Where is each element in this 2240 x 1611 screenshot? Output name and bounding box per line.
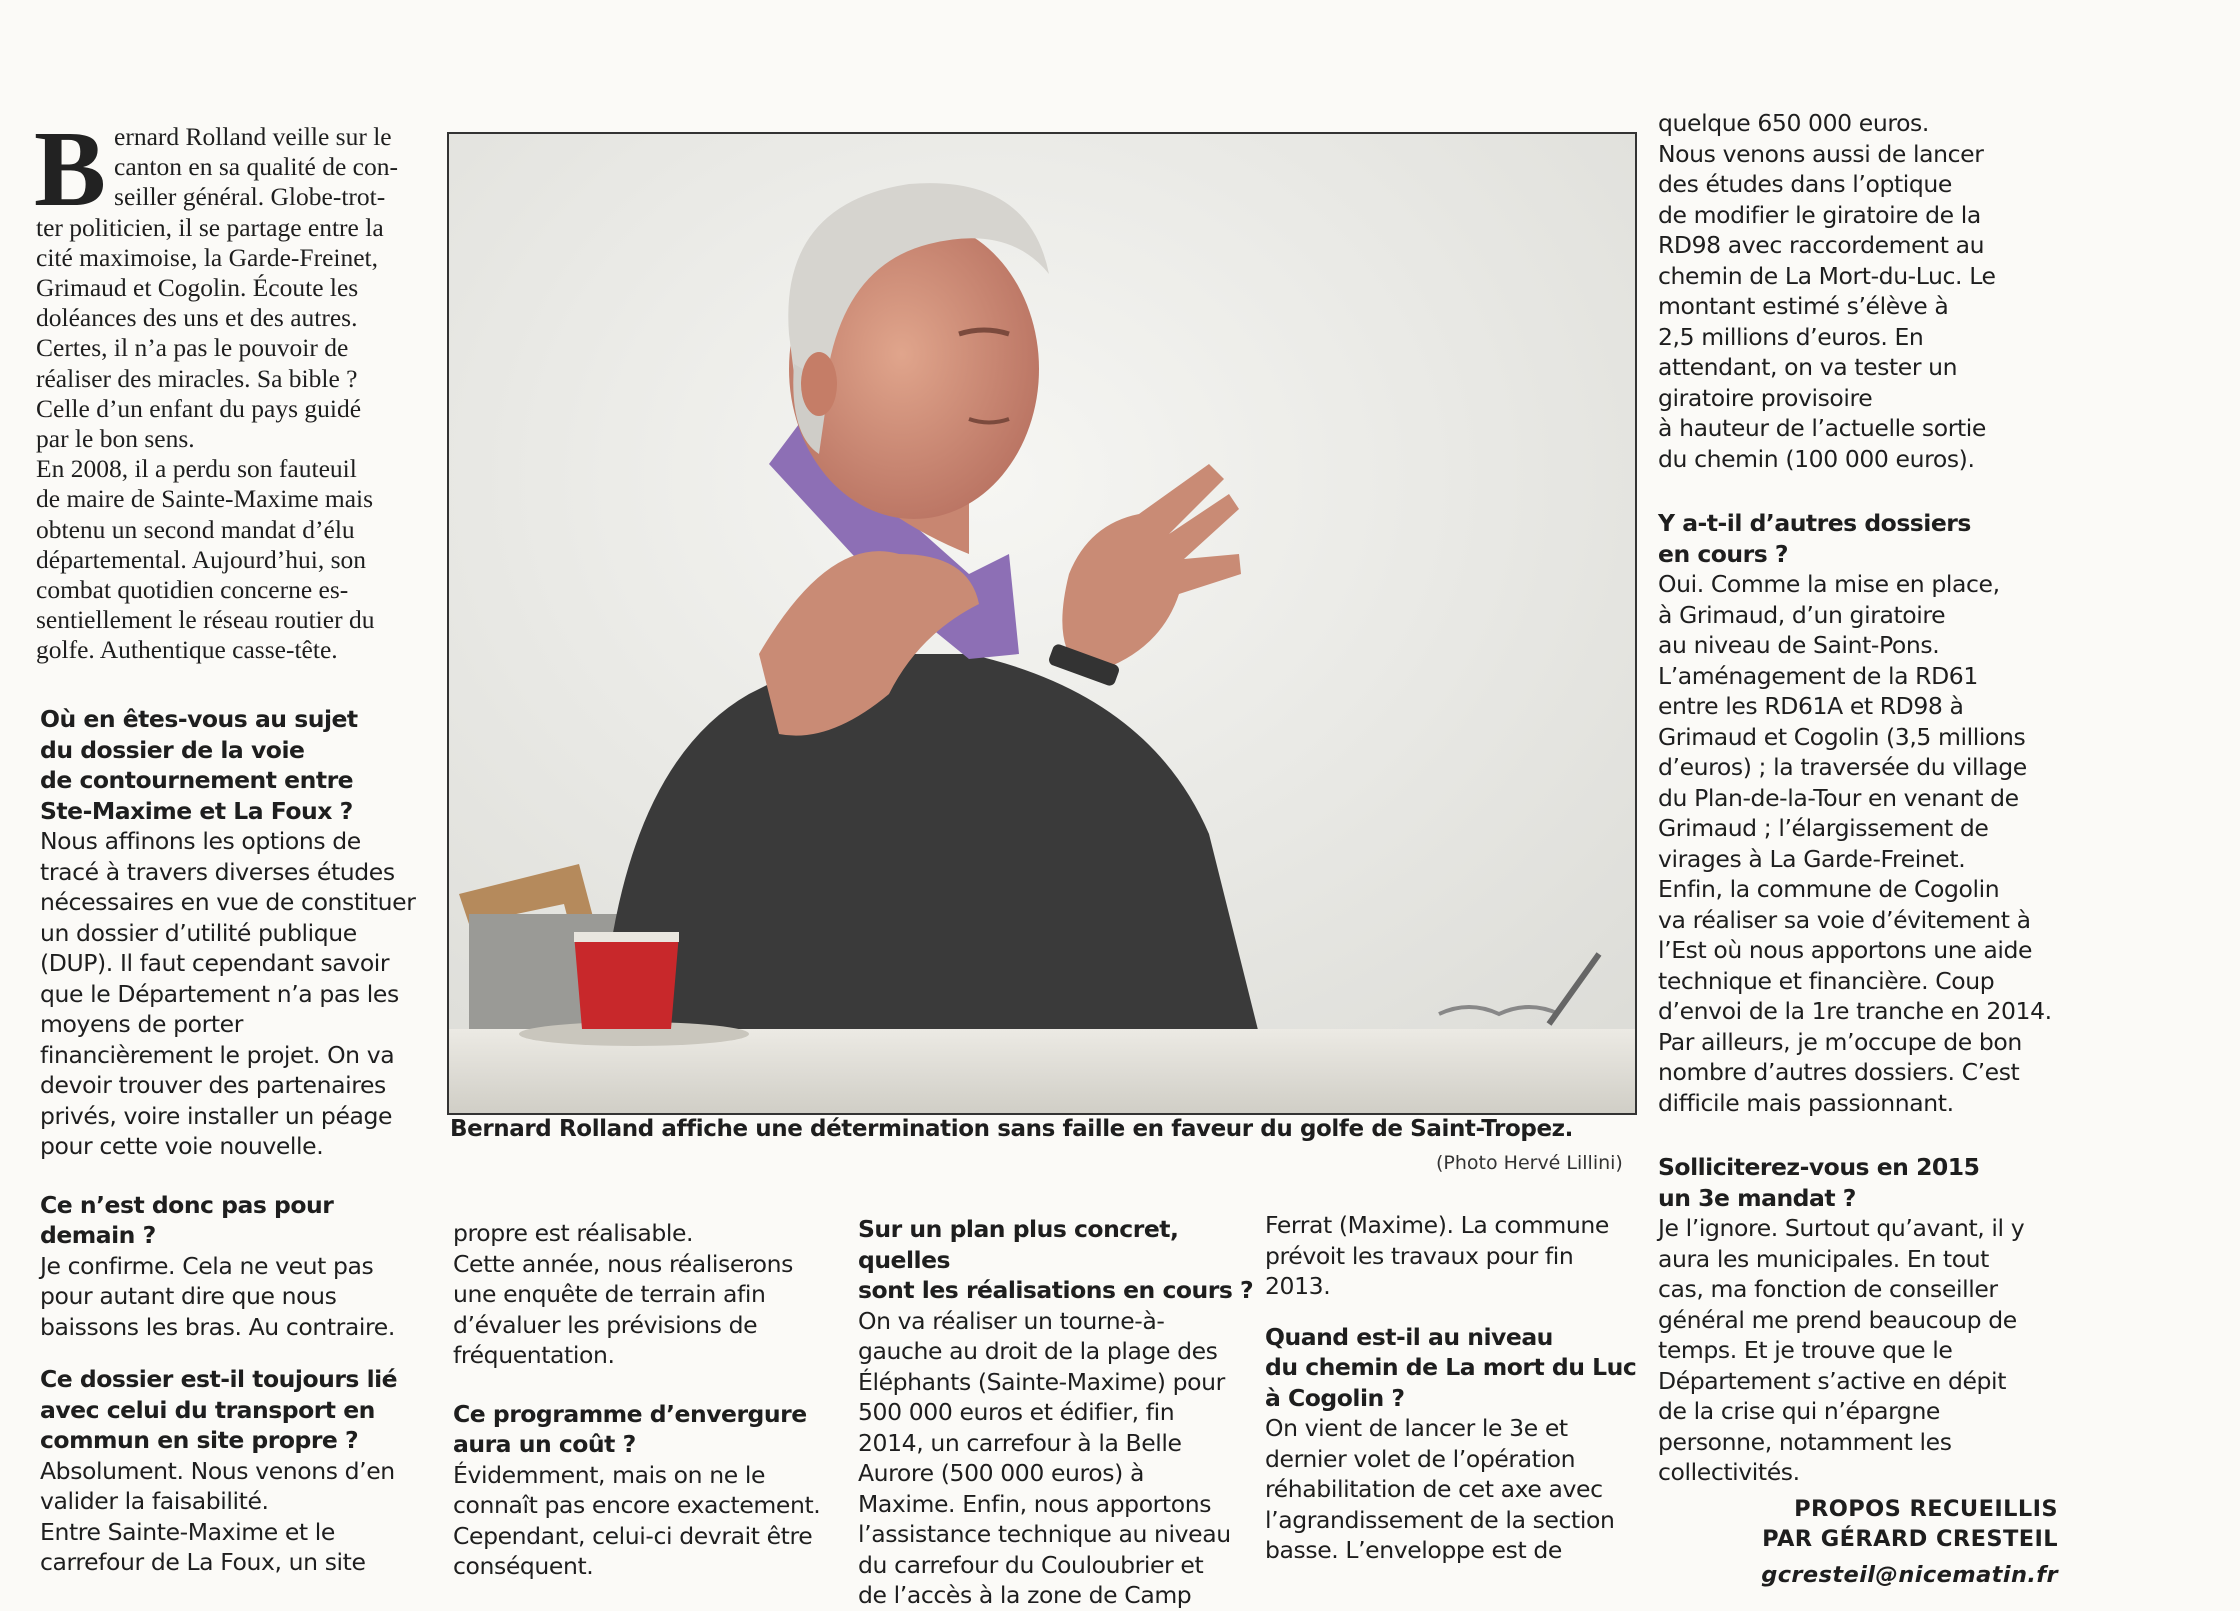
intro-line: seiller général. Globe-trot- <box>114 182 386 212</box>
text-line: chemin de La Mort-du-Luc. Le <box>1658 261 1996 290</box>
answer-realisations <box>858 1306 1258 1611</box>
text-line: va réaliser sa voie d’évitement à <box>1658 905 2031 934</box>
text-line: de modifier le giratoire de la <box>1658 200 1981 229</box>
text-line: Évidemment, mais on ne le <box>453 1460 766 1489</box>
intro-line: réaliser des miracles. Sa bible ? <box>36 363 358 393</box>
intro-line: de maire de Sainte-Maxime mais <box>36 484 374 514</box>
text-line: quelque 650 000 euros. <box>1658 109 1929 137</box>
intro-line: Grimaud et Cogolin. Écoute les <box>36 273 359 303</box>
text-line: en cours ? <box>1658 539 1789 568</box>
text-line: général me prend beaucoup de <box>1658 1305 2017 1334</box>
intro-line: sentiellement le réseau routier du <box>36 605 375 635</box>
text-line: Ce n’est donc pas pour <box>40 1190 334 1219</box>
text-line: Y a-t-il d’autres dossiers <box>1658 509 1971 537</box>
text-line: L’aménagement de la RD61 <box>1658 661 1978 690</box>
column-5 <box>1658 108 2058 1590</box>
question-realisations <box>858 1214 1258 1306</box>
question-3 <box>40 1364 420 1456</box>
text-line: Oui. Comme la mise en place, <box>1658 570 2000 598</box>
text-line: à Grimaud, d’un giratoire <box>1658 600 1946 629</box>
text-line: Entre Sainte-Maxime et le <box>40 1517 335 1546</box>
text-line: d’envoi de la 1re tranche en 2014. <box>1658 997 2052 1025</box>
text-line: temps. Et je trouve que le <box>1658 1336 1953 1364</box>
text-line: Enfin, la commune de Cogolin <box>1658 875 2000 903</box>
text-line: sont les réalisations en cours ? <box>858 1276 1254 1304</box>
text-line: (DUP). Il faut cependant savoir <box>40 949 390 977</box>
text-line: collectivités. <box>1658 1458 1800 1486</box>
text-line: Cependant, celui-ci devrait être <box>453 1521 813 1550</box>
text-line: Ce dossier est-il toujours lié <box>40 1365 398 1393</box>
text-line: commun en site propre ? <box>40 1426 359 1454</box>
text-line: réhabilitation de cet axe avec <box>1265 1475 1603 1503</box>
question-1 <box>40 704 420 826</box>
intro-line: par le bon sens. <box>36 424 195 454</box>
text-line: privés, voire installer un péage <box>40 1101 393 1130</box>
text-line: du Plan-de-la-Tour en venant de <box>1658 783 2019 812</box>
text-line: devoir trouver des partenaires <box>40 1071 386 1099</box>
text-line: basse. L’enveloppe est de <box>1265 1536 1562 1564</box>
intro-line: En 2008, il a perdu son fauteuil <box>36 454 357 484</box>
text-line: nécessaires en vue de constituer <box>40 888 416 916</box>
text-line: nombre d’autres dossiers. C’est <box>1658 1058 2020 1086</box>
text-line: Par ailleurs, je m’occupe de bon <box>1658 1027 2022 1056</box>
text-line: RD98 avec raccordement au <box>1658 231 1985 259</box>
photo-caption: Bernard Rolland affiche une détermination sans faille en faveur du golfe de Saint-Tropez. <box>450 1116 1573 1142</box>
text-line: l’agrandissement de la section <box>1265 1505 1615 1534</box>
column-1 <box>40 704 420 1578</box>
author-email: gcresteil@nicematin.fr <box>1761 1561 2058 1588</box>
answer-650000 <box>1658 108 2058 474</box>
text-line: entre les RD61A et RD98 à <box>1658 692 1964 720</box>
text-line: propre est réalisable. <box>453 1219 694 1247</box>
text-line: montant estimé s’élève à <box>1658 292 1949 320</box>
answer-cost <box>453 1460 833 1582</box>
answer-continued <box>453 1218 833 1371</box>
text-line: d’euros) ; la traversée du village <box>1658 753 2027 781</box>
drop-cap: B <box>34 110 107 229</box>
text-line: de la crise qui n’épargne <box>1658 1397 1940 1425</box>
text-line: 500 000 euros et édifier, fin <box>858 1398 1175 1426</box>
text-line: Maxime. Enfin, nous apportons <box>858 1489 1212 1518</box>
photo-credit: (Photo Hervé Lillini) <box>1436 1152 1623 1174</box>
text-line: Solliciterez-vous en 2015 <box>1658 1153 1980 1181</box>
text-line: conséquent. <box>453 1552 594 1580</box>
text-line: l’Est où nous apportons une aide <box>1658 936 2033 964</box>
text-line: un 3e mandat ? <box>1658 1183 1856 1212</box>
text-line: virages à La Garde-Freinet. <box>1658 844 1966 873</box>
text-line: Grimaud et Cogolin (3,5 millions <box>1658 722 2026 751</box>
text-line: dernier volet de l’opération <box>1265 1444 1576 1473</box>
text-line: de contournement entre <box>40 766 354 794</box>
column-2 <box>453 1218 833 1582</box>
text-line: Nous venons aussi de lancer <box>1658 139 1984 168</box>
text-line: Éléphants (Sainte-Maxime) pour <box>858 1367 1225 1396</box>
answer-1 <box>40 826 420 1162</box>
text-line: Cette année, nous réaliserons <box>453 1249 793 1278</box>
text-line: baissons les bras. Au contraire. <box>40 1312 395 1341</box>
text-line: Quand est-il au niveau <box>1265 1322 1553 1351</box>
text-line: Ste-Maxime et La Foux ? <box>40 796 353 825</box>
answer-autres-dossiers <box>1658 569 2058 1118</box>
intro-line: Certes, il n’a pas le pouvoir de <box>36 333 349 363</box>
text-line: aura un coût ? <box>453 1430 636 1458</box>
text-line: demain ? <box>40 1221 156 1249</box>
intro-line: cité maximoise, la Garde-Freinet, <box>36 242 378 272</box>
text-line: à hauteur de l’actuelle sortie <box>1658 414 1986 442</box>
text-line: personne, notamment les <box>1658 1427 1952 1456</box>
intro-line: Celle d’un enfant du pays guidé <box>36 393 362 423</box>
text-line: giratoire provisoire <box>1658 383 1873 412</box>
text-line: financièrement le projet. On va <box>40 1040 395 1069</box>
intro-line: ernard Rolland veille sur le <box>114 122 392 151</box>
text-line: pour autant dire que nous <box>40 1282 337 1310</box>
text-line: du chemin (100 000 euros). <box>1658 444 1975 473</box>
intro-line: combat quotidien concerne es- <box>36 575 349 605</box>
text-line: du chemin de La mort du Luc <box>1265 1353 1637 1381</box>
text-line: Je confirme. Cela ne veut pas <box>40 1251 374 1280</box>
text-line: de l’accès à la zone de Camp <box>858 1581 1192 1609</box>
text-line: Nous affinons les options de <box>40 827 361 855</box>
text-line: moyens de porter <box>40 1010 243 1038</box>
text-line: des études dans l’optique <box>1658 170 1952 198</box>
answer-mandat <box>1658 1213 2058 1488</box>
text-line: difficile mais passionnant. <box>1658 1088 1954 1117</box>
text-line: On vient de lancer le 3e et <box>1265 1414 1568 1442</box>
text-line: technique et financière. Coup <box>1658 966 1995 995</box>
text-line: pour cette voie nouvelle. <box>40 1132 324 1160</box>
question-cost <box>453 1399 833 1460</box>
intro-line: golfe. Authentique casse-tête. <box>36 635 338 665</box>
text-line: que le Département n’a pas les <box>40 979 399 1008</box>
byline-author: PAR GÉRARD CRESTEIL <box>1762 1525 2058 1552</box>
text-line: valider la faisabilité. <box>40 1487 269 1515</box>
text-line: l’assistance technique au niveau <box>858 1520 1231 1548</box>
intro-column <box>34 110 414 666</box>
text-line: On va réaliser un tourne-à- <box>858 1306 1165 1335</box>
text-line: à Cogolin ? <box>1265 1383 1405 1412</box>
text-line: au niveau de Saint-Pons. <box>1658 631 1940 659</box>
answer-3 <box>40 1456 420 1578</box>
question-mandat <box>1658 1152 2058 1213</box>
text-line: Je l’ignore. Surtout qu’avant, il y <box>1658 1214 2025 1242</box>
text-line: Où en êtes-vous au sujet <box>40 705 358 733</box>
text-line: cas, ma fonction de conseiller <box>1658 1275 1998 1303</box>
intro-line: ter politicien, il se partage entre la <box>36 212 384 242</box>
text-line: fréquentation. <box>453 1341 615 1369</box>
text-line: aura les municipales. En tout <box>1658 1244 1989 1273</box>
intro-line: départemental. Aujourd’hui, son <box>36 544 367 574</box>
text-line: gauche au droit de la plage des <box>858 1337 1218 1365</box>
text-line: prévoit les travaux pour fin <box>1265 1241 1574 1270</box>
intro-line: doléances des uns et des autres. <box>36 303 358 333</box>
text-line: avec celui du transport en <box>40 1395 375 1424</box>
text-line: Aurore (500 000 euros) à <box>858 1459 1144 1487</box>
text-line: attendant, on va tester un <box>1658 353 1958 381</box>
text-line: du carrefour du Couloubrier et <box>858 1550 1204 1579</box>
column-3 <box>858 1214 1258 1611</box>
text-line: Ce programme d’envergure <box>453 1399 807 1428</box>
answer-2 <box>40 1251 420 1343</box>
text-line: un dossier d’utilité publique <box>40 918 357 947</box>
text-line: 2,5 millions d’euros. En <box>1658 322 1924 351</box>
column-4 <box>1265 1210 1645 1566</box>
question-2 <box>40 1190 420 1251</box>
text-line: Département s’active en dépit <box>1658 1366 2007 1395</box>
text-line: Sur un plan plus concret, quelles <box>858 1215 1179 1274</box>
intro-line: obtenu un second mandat d’élu <box>36 514 355 544</box>
text-line: carrefour de La Foux, un site <box>40 1548 366 1576</box>
text-line: 2014, un carrefour à la Belle <box>858 1428 1182 1457</box>
text-line: une enquête de terrain afin <box>453 1280 766 1308</box>
text-line: d’évaluer les prévisions de <box>453 1310 758 1339</box>
question-mort-du-luc <box>1265 1322 1645 1414</box>
text-line: tracé à travers diverses études <box>40 857 395 886</box>
intro-line: canton en sa qualité de con- <box>114 152 398 182</box>
text-line: Absolument. Nous venons d’en <box>40 1456 395 1485</box>
text-line: Grimaud ; l’élargissement de <box>1658 814 1989 842</box>
answer-ferrat <box>1265 1210 1645 1302</box>
byline-propos: PROPOS RECUEILLIS <box>1794 1495 2058 1522</box>
answer-mort-du-luc <box>1265 1413 1645 1566</box>
text-line: 2013. <box>1265 1272 1331 1300</box>
text-line: Ferrat (Maxime). La commune <box>1265 1211 1609 1239</box>
photo <box>447 132 1637 1115</box>
text-line: connaît pas encore exactement. <box>453 1491 821 1519</box>
portrait-illustration <box>449 134 1637 1115</box>
question-autres-dossiers <box>1658 508 2058 569</box>
text-line: du dossier de la voie <box>40 735 305 764</box>
